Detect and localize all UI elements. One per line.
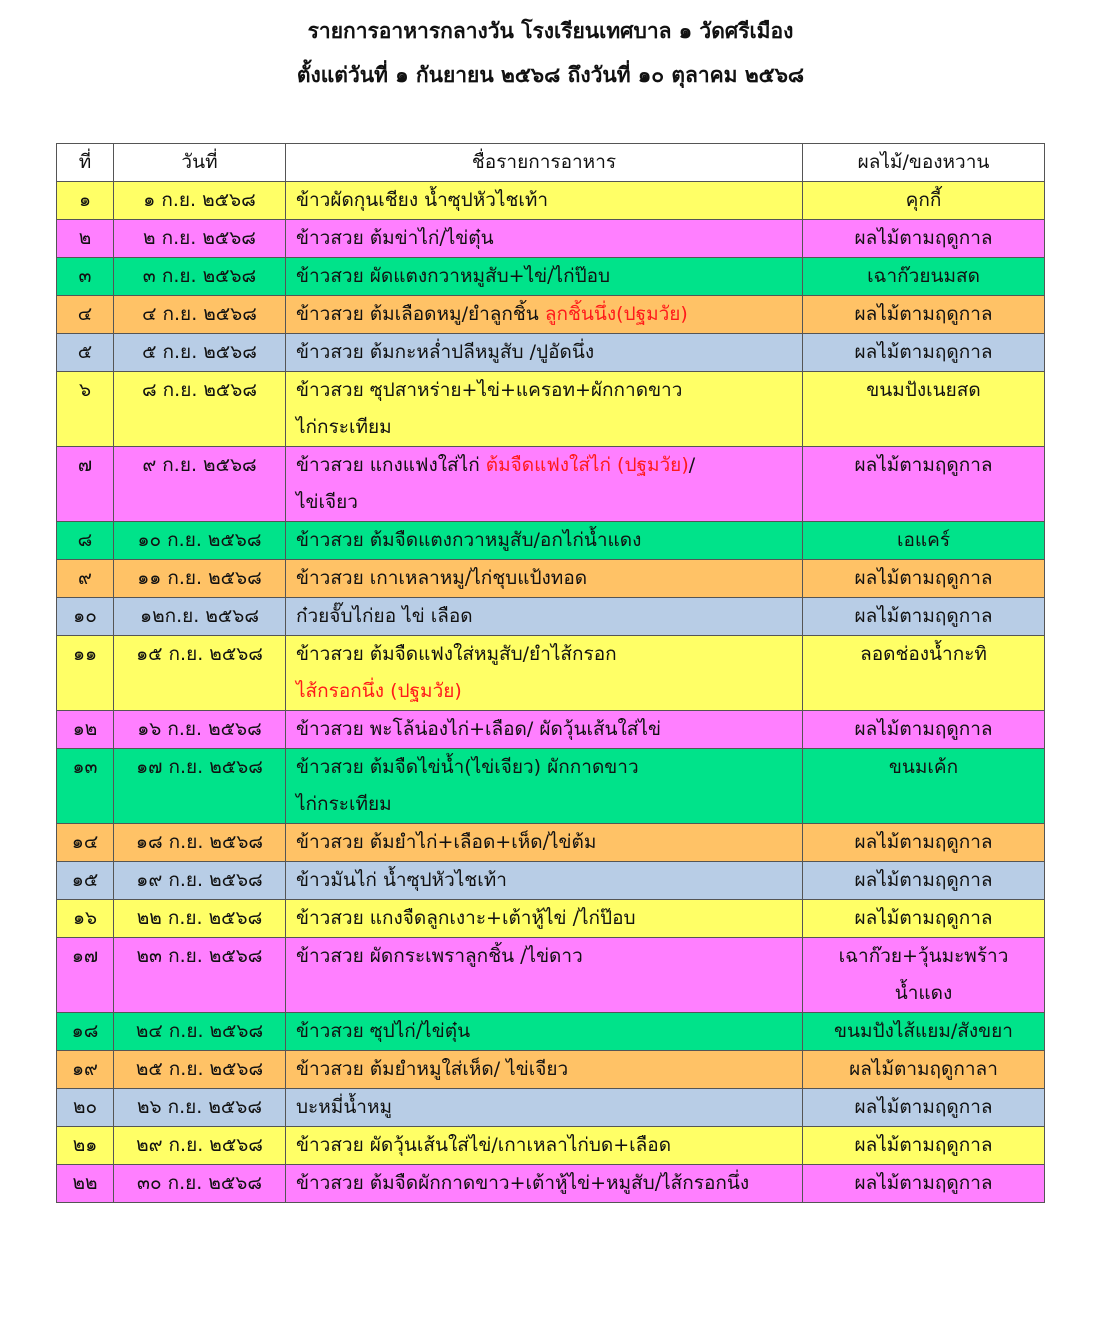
row-dessert <box>803 296 1045 334</box>
table-row <box>57 447 1045 522</box>
dessert-text-line2: น้ำแดง <box>894 982 953 1004</box>
row-dessert <box>803 598 1045 636</box>
menu-text-line2: ไก่กระเทียม <box>296 793 392 815</box>
menu-text: ข้าวสวย ต้มจืดผักกาดขาว+เต้าหู้ไข่+หมูสับ/ไส้กรอกนึ่ง <box>296 1172 750 1194</box>
row-number: ๑๐ <box>57 598 114 636</box>
row-menu <box>286 1165 803 1203</box>
menu-text: ข้าวสวย พะโล้น่องไก่+เลือด/ ผัดวุ้นเส้นใส่ไข่ <box>296 718 661 740</box>
row-number: ๓ <box>57 258 114 296</box>
dessert-text: ผลไม้ตามฤดูกาล <box>854 718 993 740</box>
menu-text: ข้าวสวย ต้มกะหล่ำปลีหมูสับ /ปูอัดนึ่ง <box>296 341 595 363</box>
table-header-row <box>57 144 1045 182</box>
row-number: ๑๕ <box>57 862 114 900</box>
dessert-text: ผลไม้ตามฤดูกาล <box>854 303 993 325</box>
header-date: วันที่ <box>114 144 286 182</box>
table-row <box>57 598 1045 636</box>
menu-text: ข้าวผัดกุนเชียง น้ำซุปหัวไชเท้า <box>296 189 549 211</box>
row-menu <box>286 1089 803 1127</box>
row-number: ๖ <box>57 372 114 447</box>
row-date: ๒ ก.ย. ๒๕๖๘ <box>114 220 286 258</box>
row-number: ๒ <box>57 220 114 258</box>
row-date: ๓ ก.ย. ๒๕๖๘ <box>114 258 286 296</box>
row-number: ๑๔ <box>57 824 114 862</box>
table-row <box>57 749 1045 824</box>
row-number: ๑๒ <box>57 711 114 749</box>
table-row <box>57 938 1045 1013</box>
menu-preschool-note: ลูกชิ้นนึ่ง(ปฐมวัย) <box>544 303 688 325</box>
row-dessert <box>803 1165 1045 1203</box>
row-number: ๑ <box>57 182 114 220</box>
row-dessert <box>803 560 1045 598</box>
row-date: ๑๐ ก.ย. ๒๕๖๘ <box>114 522 286 560</box>
table-row <box>57 1089 1045 1127</box>
row-menu <box>286 522 803 560</box>
row-menu <box>286 862 803 900</box>
menu-text: ข้าวสวย ต้มจืดแตงกวาหมูสับ/อกไก่น้ำแดง <box>296 529 642 551</box>
lunch-menu-table <box>56 143 1045 1203</box>
row-number: ๒๐ <box>57 1089 114 1127</box>
menu-text: ก๋วยจั๊บไก่ยอ ไข่ เลือด <box>296 605 473 627</box>
row-number: ๑๖ <box>57 900 114 938</box>
menu-text-line2: ไก่กระเทียม <box>296 416 392 438</box>
row-menu <box>286 182 803 220</box>
row-menu <box>286 1051 803 1089</box>
row-date: ๒๙ ก.ย. ๒๕๖๘ <box>114 1127 286 1165</box>
table-row <box>57 258 1045 296</box>
table-row <box>57 182 1045 220</box>
row-date: ๑๖ ก.ย. ๒๕๖๘ <box>114 711 286 749</box>
table-row <box>57 824 1045 862</box>
menu-text: ข้าวสวย แกงจืดลูกเงาะ+เต้าหู้ไข่ /ไก่ป๊อบ <box>296 907 636 929</box>
menu-text: ข้าวสวย ซุปไก่/ไข่ตุ๋น <box>296 1020 471 1042</box>
row-menu <box>286 447 803 522</box>
table-row <box>57 900 1045 938</box>
table-row <box>57 636 1045 711</box>
row-date: ๔ ก.ย. ๒๕๖๘ <box>114 296 286 334</box>
menu-text: ข้าวสวย แกงแฟงใส่ไก่ <box>296 454 486 476</box>
row-menu <box>286 220 803 258</box>
menu-preschool-note: ไส้กรอกนึ่ง (ปฐมวัย) <box>296 680 462 702</box>
menu-text: ข้าวสวย ต้มยำหมูใส่เห็ด/ ไข่เจียว <box>296 1058 569 1080</box>
row-dessert <box>803 447 1045 522</box>
menu-preschool-note: ต้มจืดแฟงใส่ไก่ (ปฐมวัย) <box>485 454 689 476</box>
row-number: ๑๙ <box>57 1051 114 1089</box>
dessert-text: เฉาก๊วย+วุ้นมะพร้าว <box>838 945 1009 967</box>
table-row <box>57 862 1045 900</box>
page-title: รายการอาหารกลางวัน โรงเรียนเทศบาล ๑ วัดศรีเมือง <box>307 19 794 43</box>
row-number: ๙ <box>57 560 114 598</box>
row-number: ๑๘ <box>57 1013 114 1051</box>
row-dessert <box>803 1089 1045 1127</box>
dessert-text: ผลไม้ตามฤดูกาล <box>854 1172 993 1194</box>
row-menu <box>286 296 803 334</box>
dessert-text: ลอดช่องน้ำกะทิ <box>860 643 987 665</box>
row-menu <box>286 334 803 372</box>
row-menu <box>286 749 803 824</box>
header-no: ที่ <box>57 144 114 182</box>
table-row <box>57 522 1045 560</box>
dessert-text: ขนมเค้ก <box>888 756 959 778</box>
dessert-text: เฉาก๊วยนมสด <box>867 265 980 287</box>
menu-text: ข้าวสวย ผัดกระเพราลูกชิ้น /ไข่ดาว <box>296 945 583 967</box>
row-dessert <box>803 334 1045 372</box>
row-menu <box>286 900 803 938</box>
row-date: ๑๘ ก.ย. ๒๕๖๘ <box>114 824 286 862</box>
row-menu <box>286 824 803 862</box>
row-number: ๒๑ <box>57 1127 114 1165</box>
dessert-text: ผลไม้ตามฤดูกาล <box>854 605 993 627</box>
row-dessert <box>803 938 1045 1013</box>
row-date: ๑๗ ก.ย. ๒๕๖๘ <box>114 749 286 824</box>
row-dessert <box>803 258 1045 296</box>
menu-text: ข้าวสวย ต้มจืดแฟงใส่หมูสับ/ยำไส้กรอก <box>296 643 617 665</box>
row-menu <box>286 372 803 447</box>
table-row <box>57 560 1045 598</box>
table-row <box>57 372 1045 447</box>
row-menu <box>286 711 803 749</box>
dessert-text: ขนมปังเนยสด <box>866 379 981 401</box>
table-row <box>57 1013 1045 1051</box>
dessert-text: ผลไม้ตามฤดูกาล <box>854 907 993 929</box>
menu-text: ข้าวสวย ผัดวุ้นเส้นใส่ไข่/เกาเหลาไก่บด+เลือด <box>296 1134 672 1156</box>
dessert-text: ผลไม้ตามฤดูกาล <box>854 869 993 891</box>
row-dessert <box>803 1013 1045 1051</box>
row-date: ๑๒ก.ย. ๒๕๖๘ <box>114 598 286 636</box>
row-dessert <box>803 711 1045 749</box>
menu-text: ข้าวสวย ต้มเลือดหมู/ยำลูกชิ้น <box>296 303 545 325</box>
menu-text: ข้าวสวย ต้มจืดไข่น้ำ(ไข่เจียว) ผักกาดขาว <box>296 756 639 778</box>
table-row <box>57 1165 1045 1203</box>
row-dessert <box>803 1051 1045 1089</box>
row-menu <box>286 560 803 598</box>
row-number: ๒๒ <box>57 1165 114 1203</box>
row-number: ๕ <box>57 334 114 372</box>
row-dessert <box>803 220 1045 258</box>
menu-text: บะหมี่น้ำหมู <box>296 1096 393 1118</box>
table-row <box>57 1051 1045 1089</box>
dessert-text: ผลไม้ตามฤดูกาล <box>854 567 993 589</box>
row-date: ๓๐ ก.ย. ๒๕๖๘ <box>114 1165 286 1203</box>
table-row <box>57 220 1045 258</box>
row-date: ๒๒ ก.ย. ๒๕๖๘ <box>114 900 286 938</box>
menu-text: ข้าวสวย ผัดแตงกวาหมูสับ+ไข่/ไก่ป๊อบ <box>296 265 611 287</box>
dessert-text: ผลไม้ตามฤดูกาล <box>854 831 993 853</box>
header-menu: ชื่อรายการอาหาร <box>286 144 803 182</box>
dessert-text: ผลไม้ตามฤดูกาลา <box>849 1058 998 1080</box>
dessert-text: ผลไม้ตามฤดูกาล <box>854 1096 993 1118</box>
dessert-text: ผลไม้ตามฤดูกาล <box>854 341 993 363</box>
page-subtitle: ตั้งแต่วันที่ ๑ กันยายน ๒๕๖๘ ถึงวันที่ ๑๐ ตุลาคม ๒๕๖๘ <box>296 63 805 87</box>
row-menu <box>286 636 803 711</box>
row-number: ๔ <box>57 296 114 334</box>
dessert-text: เอแคร์ <box>896 529 951 551</box>
dessert-text: ผลไม้ตามฤดูกาล <box>854 1134 993 1156</box>
dessert-text: คุกกี้ <box>905 189 942 211</box>
row-date: ๒๓ ก.ย. ๒๕๖๘ <box>114 938 286 1013</box>
row-date: ๑๑ ก.ย. ๒๕๖๘ <box>114 560 286 598</box>
row-date: ๒๖ ก.ย. ๒๕๖๘ <box>114 1089 286 1127</box>
row-date: ๑ ก.ย. ๒๕๖๘ <box>114 182 286 220</box>
row-date: ๘ ก.ย. ๒๕๖๘ <box>114 372 286 447</box>
table-row <box>57 296 1045 334</box>
row-number: ๑๓ <box>57 749 114 824</box>
menu-text: ข้าวสวย ต้มข่าไก่/ไข่ตุ๋น <box>296 227 494 249</box>
row-dessert <box>803 182 1045 220</box>
row-menu <box>286 1013 803 1051</box>
row-dessert <box>803 862 1045 900</box>
dessert-text: ขนมปังไส้แยม/สังขยา <box>834 1020 1013 1042</box>
table-row <box>57 1127 1045 1165</box>
menu-text: ข้าวมันไก่ น้ำซุปหัวไชเท้า <box>296 869 507 891</box>
table-row <box>57 334 1045 372</box>
row-menu <box>286 598 803 636</box>
header-dessert: ผลไม้/ของหวาน <box>803 144 1045 182</box>
row-date: ๕ ก.ย. ๒๕๖๘ <box>114 334 286 372</box>
row-number: ๑๗ <box>57 938 114 1013</box>
row-number: ๑๑ <box>57 636 114 711</box>
row-dessert <box>803 1127 1045 1165</box>
row-dessert <box>803 372 1045 447</box>
row-number: ๘ <box>57 522 114 560</box>
row-menu <box>286 938 803 1013</box>
row-dessert <box>803 636 1045 711</box>
dessert-text: ผลไม้ตามฤดูกาล <box>854 227 993 249</box>
row-date: ๒๕ ก.ย. ๒๕๖๘ <box>114 1051 286 1089</box>
menu-text: ข้าวสวย ต้มยำไก่+เลือด+เห็ด/ไข่ต้ม <box>296 831 597 853</box>
row-menu <box>286 1127 803 1165</box>
row-date: ๑๙ ก.ย. ๒๕๖๘ <box>114 862 286 900</box>
row-dessert <box>803 900 1045 938</box>
menu-text-suffix: / <box>688 454 696 476</box>
dessert-text: ผลไม้ตามฤดูกาล <box>854 454 993 476</box>
table-row <box>57 711 1045 749</box>
row-menu <box>286 258 803 296</box>
menu-text: ข้าวสวย ซุปสาหร่าย+ไข่+แครอท+ผักกาดขาว <box>296 379 683 401</box>
row-number: ๗ <box>57 447 114 522</box>
row-dessert <box>803 824 1045 862</box>
row-dessert <box>803 522 1045 560</box>
row-dessert <box>803 749 1045 824</box>
menu-text: ข้าวสวย เกาเหลาหมู/ไก่ชุบแป้งทอด <box>296 567 588 589</box>
row-date: ๙ ก.ย. ๒๕๖๘ <box>114 447 286 522</box>
row-date: ๒๔ ก.ย. ๒๕๖๘ <box>114 1013 286 1051</box>
menu-text-line2: ไข่เจียว <box>296 491 358 513</box>
row-date: ๑๕ ก.ย. ๒๕๖๘ <box>114 636 286 711</box>
